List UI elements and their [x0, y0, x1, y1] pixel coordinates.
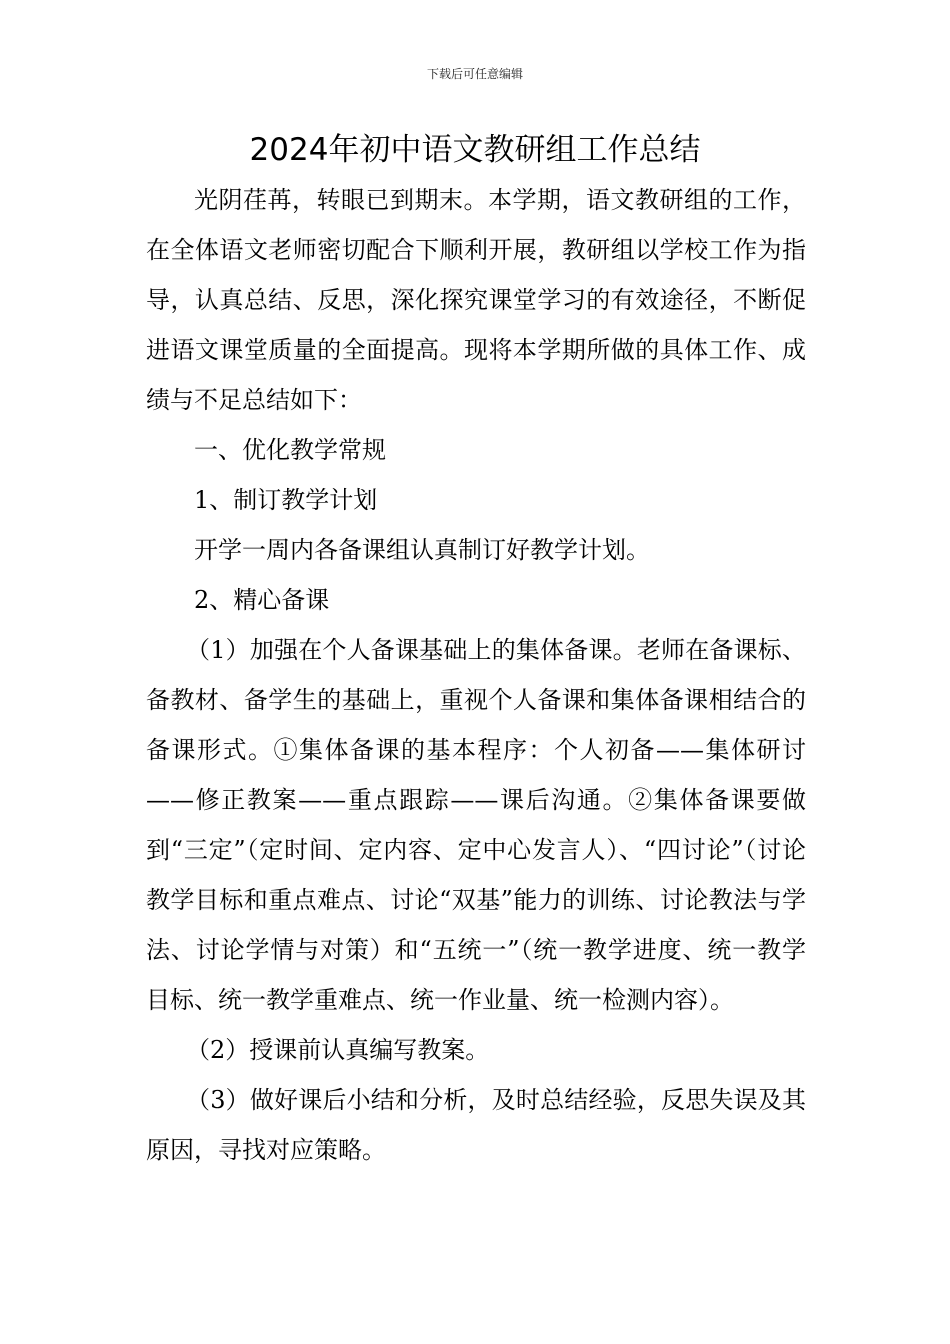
item-paragraph-3: （3）做好课后小结和分析，及时总结经验，反思失误及其原因，寻找对应策略。: [146, 1086, 806, 1164]
subheading-2: 2、精心备课: [194, 586, 330, 614]
document-body: [146, 175, 806, 1175]
item-paragraph-1: （1）加强在个人备课基础上的集体备课。老师在备课标、备教材、备学生的基础上，重视个人备课和集体备课相结合的备课形式。①集体备课的基本程序：个人初备——集体研讨——修正教案——重点跟踪——课后沟通。②集体备课要做到“三定”（定时间、定内容、定中心发言人）、“四讨论”（讨论教学目标和重点难点、讨论“双基”能力的训练、讨论教法与学法、讨论学情与对策）和“五统一”（统一教学进度、统一教学目标、统一教学重难点、统一作业量、统一检测内容）。: [146, 636, 806, 1014]
section-heading-1: 一、优化教学常规: [194, 436, 386, 464]
item-paragraph-2: （2）授课前认真编写教案。: [186, 1036, 490, 1064]
subheading-1: 1、制订教学计划: [194, 486, 378, 514]
download-note: 下载后可任意编辑: [426, 67, 523, 81]
body-paragraph: 开学一周内各备课组认真制订好教学计划。: [194, 536, 650, 564]
intro-paragraph: 光阴荏苒，转眼已到期末。本学期，语文教研组的工作，在全体语文老师密切配合下顺利开展，教研组以学校工作为指导，认真总结、反思，深化探究课堂学习的有效途径，不断促进语文课堂质量的全面提高。现将本学期所做的具体工作、成绩与不足总结如下：: [146, 186, 806, 414]
document-title: 2024年初中语文教研组工作总结: [249, 132, 701, 168]
